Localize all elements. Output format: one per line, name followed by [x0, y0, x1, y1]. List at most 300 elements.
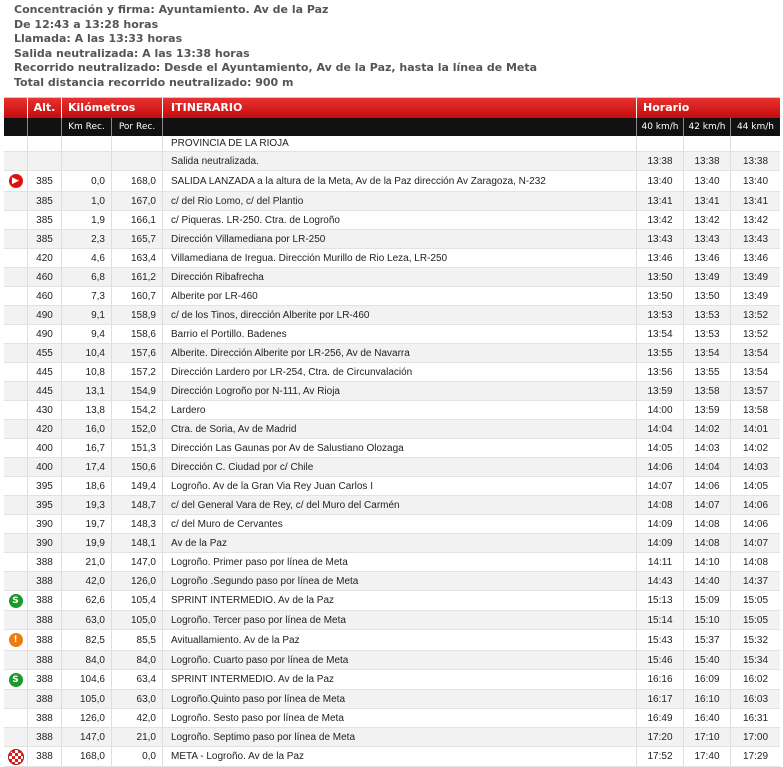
subheader-speed-44: 44 km/h	[736, 122, 775, 132]
time-42-cell: 14:07	[684, 496, 731, 514]
time-42-cell: 14:02	[684, 420, 731, 438]
altitude-cell: 460	[28, 287, 62, 305]
table-row	[4, 211, 780, 230]
row-icon-cell	[4, 249, 28, 267]
km-covered-cell: 16,0	[62, 420, 112, 438]
subheader-por-rec: Por Rec.	[112, 118, 163, 136]
row-icon-cell	[4, 306, 28, 324]
intro-line: De 12:43 a 13:28 horas	[14, 17, 159, 31]
time-44-cell	[731, 136, 780, 151]
table-row	[4, 690, 780, 709]
time-42-cell: 17:40	[684, 747, 731, 766]
km-remaining-cell: 152,0	[112, 420, 163, 438]
km-remaining-cell: 163,4	[112, 249, 163, 267]
itinerary-cell: c/ de los Tinos, dirección Alberite por LR-460	[163, 306, 637, 324]
time-40-cell: 13:53	[637, 306, 684, 324]
time-42-cell: 13:58	[684, 382, 731, 400]
km-remaining-cell: 154,9	[112, 382, 163, 400]
km-covered-cell: 17,4	[62, 458, 112, 476]
row-icon-cell	[4, 709, 28, 727]
altitude-cell: 400	[28, 458, 62, 476]
itinerary-cell: SALIDA LANZADA a la altura de la Meta, Av de la Paz dirección Av Zaragoza, N-232	[163, 171, 637, 191]
itinerary-cell: Dirección Ribafrecha	[163, 268, 637, 286]
header-km: Kilómetros	[62, 98, 163, 118]
header-itinerary: ITINERARIO	[163, 98, 637, 118]
time-44-cell: 13:57	[742, 385, 769, 397]
time-42-cell: 13:41	[684, 192, 731, 210]
km-remaining-cell: 158,6	[112, 325, 163, 343]
time-44-cell: 13:38	[742, 155, 769, 167]
km-remaining-cell: 165,7	[112, 230, 163, 248]
time-40-cell	[637, 136, 684, 151]
row-icon-cell	[4, 344, 28, 362]
time-40-cell: 13:56	[637, 363, 684, 381]
itinerary-cell: Logroño. Septimo paso por línea de Meta	[163, 728, 637, 746]
altitude-cell: 385	[28, 211, 62, 229]
time-40-cell: 15:46	[637, 651, 684, 669]
time-42-cell: 16:09	[684, 670, 731, 689]
time-40-cell: 16:16	[637, 670, 684, 689]
time-40-cell: 13:54	[637, 325, 684, 343]
finish-flag-icon	[8, 749, 24, 765]
table-row	[4, 401, 780, 420]
sprint-icon: S	[9, 673, 23, 687]
km-covered-cell	[62, 152, 112, 170]
km-remaining-cell: 151,3	[112, 439, 163, 457]
km-covered-cell: 168,0	[62, 747, 112, 766]
itinerary-cell: Logroño .Segundo paso por línea de Meta	[163, 572, 637, 590]
row-icon-cell	[4, 747, 28, 766]
itinerary-cell: Logroño.Quinto paso por línea de Meta	[163, 690, 637, 708]
km-remaining-cell: 154,2	[112, 401, 163, 419]
row-icon-cell	[4, 325, 28, 343]
km-covered-cell: 147,0	[62, 728, 112, 746]
altitude-cell: 420	[28, 249, 62, 267]
time-44-cell: 13:54	[742, 366, 769, 378]
table-row	[4, 268, 780, 287]
altitude-cell: 388	[28, 630, 62, 650]
row-icon-cell	[4, 651, 28, 669]
row-icon-cell	[4, 515, 28, 533]
time-40-cell: 14:08	[637, 496, 684, 514]
time-44-cell: 13:49	[742, 290, 769, 302]
itinerary-cell: Dirección Lardero por LR-254, Ctra. de Circunvalación	[163, 363, 637, 381]
km-remaining-cell: 63,0	[112, 690, 163, 708]
altitude-cell: 388	[28, 670, 62, 689]
time-40-cell: 13:38	[637, 152, 684, 170]
time-40-cell: 15:43	[637, 630, 684, 650]
table-body	[4, 136, 780, 767]
km-covered-cell: 19,9	[62, 534, 112, 552]
time-42-cell	[684, 136, 731, 151]
time-44-cell: 13:52	[742, 328, 769, 340]
itinerary-cell: Logroño. Cuarto paso por línea de Meta	[163, 651, 637, 669]
itinerary-cell: Logroño. Tercer paso por línea de Meta	[163, 611, 637, 629]
time-40-cell: 13:40	[637, 171, 684, 191]
time-40-cell: 14:06	[637, 458, 684, 476]
km-remaining-cell: 63,4	[112, 670, 163, 689]
time-42-cell: 14:10	[684, 553, 731, 571]
time-42-cell: 14:40	[684, 572, 731, 590]
time-42-cell: 13:46	[684, 249, 731, 267]
time-42-cell: 16:10	[684, 690, 731, 708]
sprint-icon: S	[9, 594, 23, 608]
time-44-cell: 13:54	[742, 347, 769, 359]
row-icon-cell	[4, 611, 28, 629]
altitude-cell: 490	[28, 306, 62, 324]
km-remaining-cell: 166,1	[112, 211, 163, 229]
km-remaining-cell: 160,7	[112, 287, 163, 305]
subheader-icon-cell	[4, 118, 28, 136]
altitude-cell: 388	[28, 747, 62, 766]
time-44-cell: 17:29	[742, 751, 769, 762]
table-row	[4, 249, 780, 268]
km-remaining-cell: 105,4	[112, 591, 163, 610]
subheader-speed-40: 40 km/h	[637, 118, 684, 136]
row-icon-cell	[4, 171, 28, 191]
altitude-cell: 390	[28, 515, 62, 533]
time-42-cell: 16:40	[684, 709, 731, 727]
time-44-cell: 17:00	[742, 731, 769, 743]
km-covered-cell: 13,1	[62, 382, 112, 400]
row-icon-cell	[4, 496, 28, 514]
itinerary-cell: c/ del General Vara de Rey, c/ del Muro del Carmén	[163, 496, 637, 514]
km-covered-cell: 19,7	[62, 515, 112, 533]
time-42-cell: 15:09	[684, 591, 731, 610]
row-icon-cell	[4, 401, 28, 419]
row-icon-cell	[4, 728, 28, 746]
time-44-cell: 15:05	[742, 595, 769, 606]
row-icon-cell	[4, 136, 28, 151]
time-40-cell: 13:46	[637, 249, 684, 267]
km-covered-cell: 10,8	[62, 363, 112, 381]
row-icon-cell	[4, 363, 28, 381]
km-remaining-cell: 149,4	[112, 477, 163, 495]
km-covered-cell: 105,0	[62, 690, 112, 708]
table-row	[4, 458, 780, 477]
altitude-cell: 388	[28, 553, 62, 571]
table-row	[4, 136, 780, 152]
table-row	[4, 534, 780, 553]
time-42-cell: 15:40	[684, 651, 731, 669]
subheader-speed-42: 42 km/h	[684, 118, 731, 136]
time-40-cell: 14:04	[637, 420, 684, 438]
itinerary-cell: SPRINT INTERMEDIO. Av de la Paz	[163, 591, 637, 610]
time-42-cell: 17:10	[684, 728, 731, 746]
table-row	[4, 287, 780, 306]
time-44-cell: 15:05	[742, 614, 769, 626]
time-40-cell: 14:09	[637, 515, 684, 533]
itinerary-cell: c/ del Muro de Cervantes	[163, 515, 637, 533]
row-icon-cell	[4, 572, 28, 590]
time-40-cell: 14:00	[637, 401, 684, 419]
time-40-cell: 13:41	[637, 192, 684, 210]
altitude-cell: 388	[28, 591, 62, 610]
time-44-cell: 14:01	[742, 423, 769, 435]
time-40-cell: 13:55	[637, 344, 684, 362]
km-covered-cell: 16,7	[62, 439, 112, 457]
row-icon-cell	[4, 211, 28, 229]
time-42-cell: 13:53	[684, 325, 731, 343]
itinerary-cell: Logroño. Sesto paso por línea de Meta	[163, 709, 637, 727]
table-row	[4, 747, 780, 767]
km-remaining-cell: 148,7	[112, 496, 163, 514]
table-header	[4, 98, 780, 118]
table-row	[4, 515, 780, 534]
altitude-cell: 445	[28, 382, 62, 400]
km-remaining-cell: 148,1	[112, 534, 163, 552]
km-remaining-cell: 148,3	[112, 515, 163, 533]
km-remaining-cell: 161,2	[112, 268, 163, 286]
table-row	[4, 591, 780, 611]
time-44-cell: 13:40	[742, 175, 769, 187]
km-covered-cell: 9,4	[62, 325, 112, 343]
time-42-cell: 14:08	[684, 534, 731, 552]
time-44-cell: 13:49	[742, 271, 769, 283]
itinerary-cell: c/ Piqueras. LR-250. Ctra. de Logroño	[163, 211, 637, 229]
itinerary-cell: Logroño. Primer paso por línea de Meta	[163, 553, 637, 571]
time-42-cell: 14:04	[684, 458, 731, 476]
km-covered-cell: 42,0	[62, 572, 112, 590]
km-covered-cell: 4,6	[62, 249, 112, 267]
itinerary-cell: Ctra. de Soria, Av de Madrid	[163, 420, 637, 438]
altitude-cell: 400	[28, 439, 62, 457]
km-remaining-cell: 168,0	[112, 171, 163, 191]
altitude-cell: 388	[28, 728, 62, 746]
row-icon-cell	[4, 690, 28, 708]
altitude-cell: 430	[28, 401, 62, 419]
km-remaining-cell: 147,0	[112, 553, 163, 571]
km-covered-cell: 84,0	[62, 651, 112, 669]
row-icon-cell	[4, 230, 28, 248]
table-row	[4, 171, 780, 192]
altitude-cell: 388	[28, 611, 62, 629]
km-covered-cell: 2,3	[62, 230, 112, 248]
km-covered-cell: 9,1	[62, 306, 112, 324]
intro-line: Recorrido neutralizado: Desde el Ayuntamiento, Av de la Paz, hasta la línea de Meta	[14, 61, 538, 74]
itinerary-cell: Logroño. Av de la Gran Via Rey Juan Carlos I	[163, 477, 637, 495]
itinerary-cell: Dirección Logroño por N-111, Av Rioja	[163, 382, 637, 400]
km-covered-cell: 63,0	[62, 611, 112, 629]
row-icon-cell	[4, 439, 28, 457]
time-44-cell: 13:46	[742, 252, 769, 264]
time-40-cell: 14:09	[637, 534, 684, 552]
altitude-cell: 388	[28, 572, 62, 590]
time-40-cell: 13:42	[637, 211, 684, 229]
km-remaining-cell	[112, 136, 163, 151]
altitude-cell: 388	[28, 651, 62, 669]
itinerary-cell: Alberite. Dirección Alberite por LR-256, Av de Navarra	[163, 344, 637, 362]
row-icon-cell	[4, 630, 28, 650]
km-remaining-cell: 84,0	[112, 651, 163, 669]
row-icon-cell	[4, 477, 28, 495]
time-44-cell: 13:43	[742, 233, 769, 245]
table-row	[4, 670, 780, 690]
km-remaining-cell: 85,5	[112, 630, 163, 650]
km-remaining-cell: 157,2	[112, 363, 163, 381]
time-40-cell: 14:43	[637, 572, 684, 590]
time-40-cell: 16:49	[637, 709, 684, 727]
km-remaining-cell: 167,0	[112, 192, 163, 210]
time-40-cell: 13:59	[637, 382, 684, 400]
itinerary-cell: Villamediana de Iregua. Dirección Murillo de Rio Leza, LR-250	[163, 249, 637, 267]
time-40-cell: 14:07	[637, 477, 684, 495]
time-40-cell: 13:50	[637, 268, 684, 286]
km-covered-cell: 7,3	[62, 287, 112, 305]
altitude-cell: 490	[28, 325, 62, 343]
row-icon-cell	[4, 591, 28, 610]
table-row	[4, 382, 780, 401]
km-covered-cell	[62, 136, 112, 151]
itinerary-cell: c/ del Rio Lomo, c/ del Plantio	[163, 192, 637, 210]
km-covered-cell: 6,8	[62, 268, 112, 286]
itinerary-cell: Dirección Las Gaunas por Av de Salustiano Olozaga	[163, 439, 637, 457]
table-row	[4, 553, 780, 572]
time-44-cell: 14:08	[742, 556, 769, 568]
row-icon-cell	[4, 152, 28, 170]
subheader-km-rec: Km Rec.	[62, 118, 112, 136]
itinerary-cell: SPRINT INTERMEDIO. Av de la Paz	[163, 670, 637, 689]
km-covered-cell: 19,3	[62, 496, 112, 514]
table-row	[4, 439, 780, 458]
time-40-cell: 17:52	[637, 747, 684, 766]
altitude-cell	[28, 152, 62, 170]
table-row	[4, 420, 780, 439]
altitude-cell: 390	[28, 534, 62, 552]
intro-line: Concentración y firma: Ayuntamiento. Av de la Paz	[14, 3, 329, 16]
time-44-cell: 13:41	[742, 195, 769, 207]
intro-line: Total distancia recorrido neutralizado: 900 m	[14, 75, 294, 89]
time-40-cell: 14:05	[637, 439, 684, 457]
time-44-cell: 14:07	[742, 537, 769, 549]
header-icon-cell	[4, 98, 28, 118]
time-42-cell: 15:37	[684, 630, 731, 650]
row-icon-cell	[4, 458, 28, 476]
row-icon-cell	[4, 287, 28, 305]
table-row	[4, 572, 780, 591]
time-44-cell: 15:32	[742, 634, 769, 646]
time-42-cell: 13:59	[684, 401, 731, 419]
altitude-cell: 445	[28, 363, 62, 381]
header-schedule: Horario	[643, 101, 690, 114]
time-44-cell: 15:34	[742, 654, 769, 666]
table-row	[4, 152, 780, 171]
km-covered-cell: 1,0	[62, 192, 112, 210]
time-44-cell: 16:03	[742, 693, 769, 705]
altitude-cell: 388	[28, 709, 62, 727]
row-icon-cell	[4, 420, 28, 438]
subheader-alt-cell	[28, 118, 62, 136]
header-alt: Alt.	[28, 98, 62, 118]
time-42-cell: 14:03	[684, 439, 731, 457]
time-42-cell: 14:06	[684, 477, 731, 495]
altitude-cell	[28, 136, 62, 151]
table-row	[4, 363, 780, 382]
itinerary-cell: META - Logroño. Av de la Paz	[163, 747, 637, 766]
time-44-cell: 14:02	[742, 442, 769, 454]
intro-line: Llamada: A las 13:33 horas	[14, 32, 183, 45]
table-row	[4, 496, 780, 515]
time-40-cell: 13:50	[637, 287, 684, 305]
intro-line: Salida neutralizada: A las 13:38 horas	[14, 46, 250, 60]
altitude-cell: 385	[28, 171, 62, 191]
row-icon-cell	[4, 534, 28, 552]
km-remaining-cell: 21,0	[112, 728, 163, 746]
altitude-cell: 385	[28, 192, 62, 210]
itinerary-cell: Barrio el Portillo. Badenes	[163, 325, 637, 343]
km-covered-cell: 18,6	[62, 477, 112, 495]
itinerary-cell: Av de la Paz	[163, 534, 637, 552]
km-remaining-cell: 126,0	[112, 572, 163, 590]
time-42-cell: 13:49	[684, 268, 731, 286]
itinerary-cell: Lardero	[163, 401, 637, 419]
time-40-cell: 13:43	[637, 230, 684, 248]
km-remaining-cell: 150,6	[112, 458, 163, 476]
time-44-cell: 14:05	[742, 480, 769, 492]
time-42-cell: 13:43	[684, 230, 731, 248]
altitude-cell: 395	[28, 496, 62, 514]
time-44-cell: 14:06	[742, 518, 769, 530]
time-42-cell: 13:38	[684, 152, 731, 170]
time-44-cell: 14:03	[742, 461, 769, 473]
table-row	[4, 709, 780, 728]
row-icon-cell	[4, 553, 28, 571]
table-subheader	[4, 118, 780, 136]
table-row	[4, 192, 780, 211]
itinerary-table	[4, 97, 780, 767]
km-covered-cell: 104,6	[62, 670, 112, 689]
time-44-cell: 16:02	[742, 674, 769, 685]
table-row	[4, 325, 780, 344]
itinerary-cell: Dirección C. Ciudad por c/ Chile	[163, 458, 637, 476]
row-icon-cell	[4, 382, 28, 400]
km-covered-cell: 0,0	[62, 171, 112, 191]
table-row	[4, 611, 780, 630]
itinerary-cell: PROVINCIA DE LA RIOJA	[163, 136, 637, 151]
time-44-cell: 13:58	[742, 404, 769, 416]
km-remaining-cell: 42,0	[112, 709, 163, 727]
table-row	[4, 344, 780, 363]
km-covered-cell: 1,9	[62, 211, 112, 229]
km-covered-cell: 21,0	[62, 553, 112, 571]
table-row	[4, 630, 780, 651]
time-40-cell: 14:11	[637, 553, 684, 571]
km-remaining-cell: 105,0	[112, 611, 163, 629]
row-icon-cell	[4, 670, 28, 689]
time-42-cell: 13:54	[684, 344, 731, 362]
stage-info	[14, 3, 537, 90]
time-44-cell: 14:06	[742, 499, 769, 511]
table-row	[4, 651, 780, 670]
time-40-cell: 15:14	[637, 611, 684, 629]
time-42-cell: 14:08	[684, 515, 731, 533]
time-44-cell: 13:52	[742, 309, 769, 321]
time-42-cell: 13:50	[684, 287, 731, 305]
itinerary-cell: Avituallamiento. Av de la Paz	[163, 630, 637, 650]
km-covered-cell: 82,5	[62, 630, 112, 650]
itinerary-cell: Alberite por LR-460	[163, 287, 637, 305]
km-covered-cell: 126,0	[62, 709, 112, 727]
time-44-cell: 14:37	[742, 575, 769, 587]
km-covered-cell: 13,8	[62, 401, 112, 419]
row-icon-cell	[4, 192, 28, 210]
time-40-cell: 15:13	[637, 591, 684, 610]
km-remaining-cell: 158,9	[112, 306, 163, 324]
altitude-cell: 420	[28, 420, 62, 438]
time-40-cell: 17:20	[637, 728, 684, 746]
altitude-cell: 455	[28, 344, 62, 362]
time-42-cell: 15:10	[684, 611, 731, 629]
